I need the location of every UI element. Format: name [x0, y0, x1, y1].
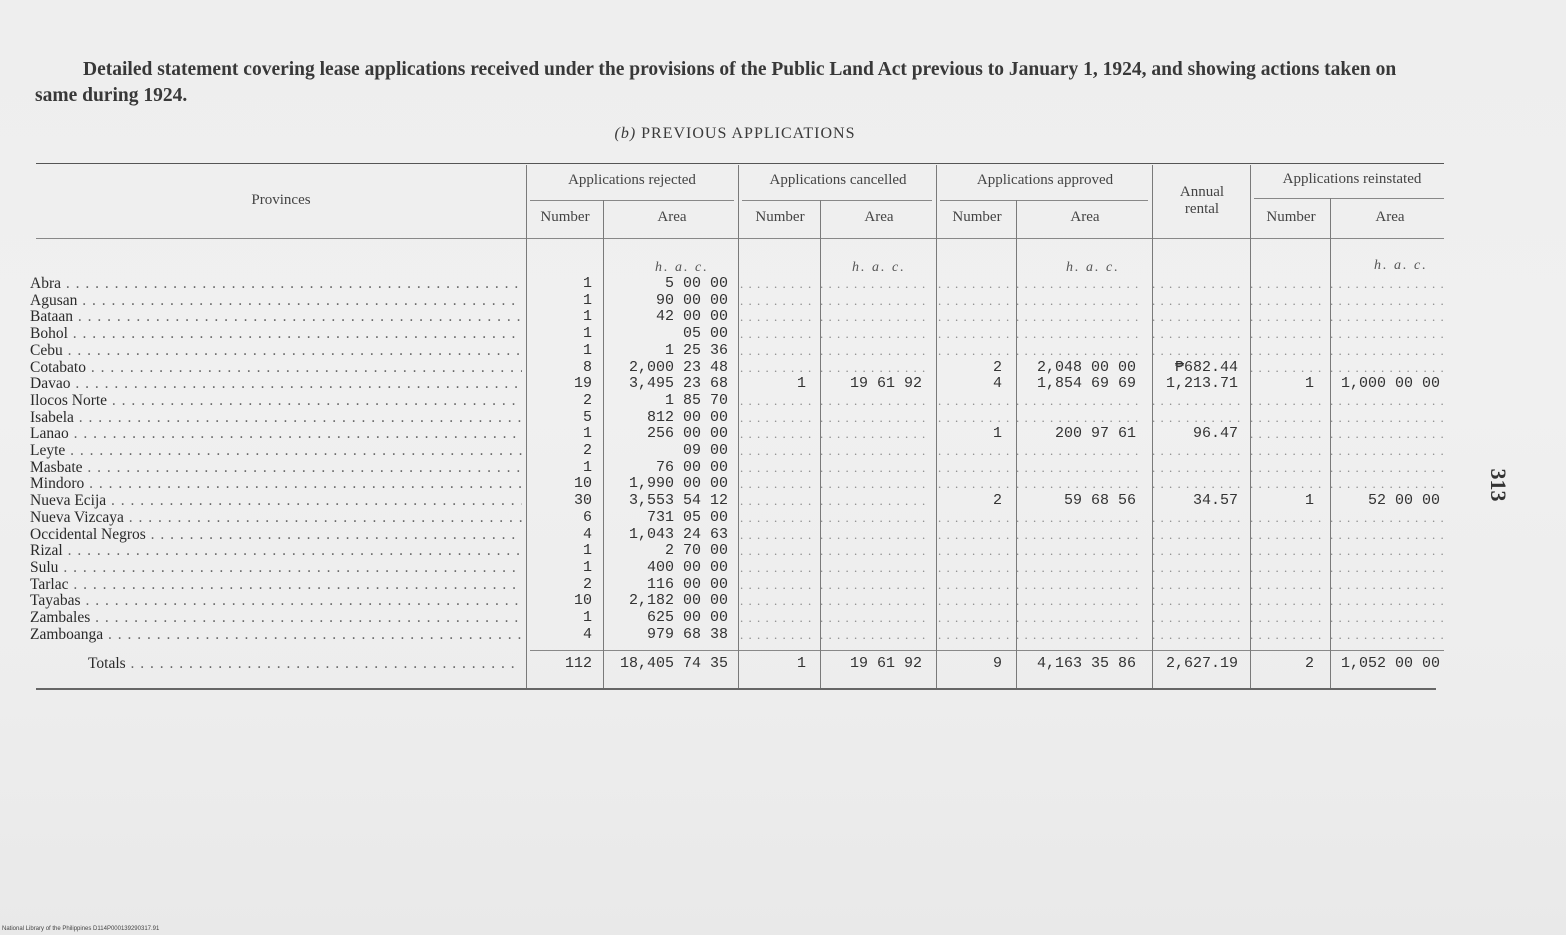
leader-dots — [1330, 309, 1448, 325]
leader-dots — [820, 610, 930, 626]
leader-dots — [938, 309, 1010, 325]
leader-dots — [1330, 627, 1448, 643]
leader-dots — [820, 560, 930, 576]
leader-dots — [1250, 426, 1322, 442]
group-rule-reinstated — [1254, 198, 1444, 199]
leader-dots — [1016, 343, 1144, 359]
province-name: Tayabas — [30, 593, 81, 609]
table-row-province — [30, 560, 522, 576]
header-cancelled-area: Area — [864, 209, 894, 225]
leader-dots — [1016, 460, 1144, 476]
leader-dots — [1016, 476, 1144, 492]
unit-label-reinstated: h. a. c. — [1374, 258, 1428, 273]
province-name: Mindoro — [30, 476, 85, 492]
leader-dots — [740, 293, 814, 309]
leader-dots — [740, 343, 814, 359]
totals-annual-rental: 2,627.19 — [1165, 655, 1238, 672]
leader-dots — [1152, 293, 1246, 309]
leader-dots — [740, 627, 814, 643]
leader-dots — [1250, 276, 1322, 292]
leader-dots — [938, 343, 1010, 359]
cell-app-area: 1,854 69 69 — [1036, 375, 1136, 392]
province-name: Zambales — [30, 610, 91, 626]
table-row-province — [30, 276, 522, 292]
leader-dots — [938, 443, 1010, 459]
table-top-rule — [36, 163, 1444, 164]
leader-dots — [1016, 293, 1144, 309]
cell-rej-num: 8 — [582, 359, 592, 376]
leader-dots — [1250, 527, 1322, 543]
leader-dots — [1250, 543, 1322, 559]
leader-dots — [938, 593, 1010, 609]
leader-dots — [1330, 560, 1448, 576]
table-row-province — [30, 543, 522, 559]
leader-dots — [820, 410, 930, 426]
leader-dots — [1016, 276, 1144, 292]
totals-cancelled-number: 1 — [796, 655, 806, 672]
leader-dots — [1250, 309, 1322, 325]
table-row-province — [30, 476, 522, 492]
leader-dots — [740, 326, 814, 342]
leader-dots — [820, 426, 930, 442]
cell-rej-area: 731 05 00 — [646, 509, 728, 526]
table-row-province — [30, 326, 522, 342]
cell-rej-num: 1 — [582, 275, 592, 292]
province-name: Nueva Vizcaya — [30, 510, 124, 526]
province-name: Sulu — [30, 560, 59, 576]
province-name: Lanao — [30, 426, 69, 442]
leader-dots — [820, 593, 930, 609]
leader-dots — [820, 476, 930, 492]
header-rejected: Applications rejected — [568, 172, 696, 188]
totals-reinstated-area: 1,052 00 00 — [1340, 655, 1440, 672]
leader-dots — [1330, 360, 1448, 376]
cell-rei-area: 52 00 00 — [1367, 492, 1440, 509]
table-row-province — [30, 360, 522, 376]
leader-dots — [1250, 293, 1322, 309]
leader-dots — [1250, 410, 1322, 426]
table-row-province — [30, 426, 522, 442]
header-provinces: Provinces — [251, 192, 311, 208]
leader-dots — [1016, 393, 1144, 409]
cell-rej-area: 5 00 00 — [664, 275, 728, 292]
leader-dots — [820, 460, 930, 476]
cell-rej-area: 09 00 — [682, 442, 728, 459]
leader-dots — [740, 426, 814, 442]
province-name: Rizal — [30, 543, 63, 559]
leader-dots — [1330, 510, 1448, 526]
province-name: Isabela — [30, 410, 74, 426]
header-reinstated: Applications reinstated — [1282, 171, 1422, 187]
cell-rej-num: 1 — [582, 325, 592, 342]
cell-rei-num: 1 — [1304, 375, 1314, 392]
leader-dots — [740, 443, 814, 459]
table-row-province — [30, 527, 522, 543]
province-name: Nueva Ecija — [30, 493, 107, 509]
table-row-province — [30, 293, 522, 309]
leader-dots — [1330, 610, 1448, 626]
intro-paragraph: Detailed statement covering lease applications received under the provisions of the Public Land Act previous to January 1, 1924, and showing actions taken on same during 1924. — [35, 59, 1397, 106]
cell-rej-num: 4 — [582, 526, 592, 543]
cell-app-area: 59 68 56 — [1063, 492, 1136, 509]
leader-dots — [740, 460, 814, 476]
leader-dots — [1330, 393, 1448, 409]
unit-label-rejected: h. a. c. — [655, 260, 709, 275]
leader-dots — [1330, 593, 1448, 609]
totals-label-text: Totals — [88, 656, 126, 672]
leader-dots — [820, 326, 930, 342]
table-row-province — [30, 627, 522, 643]
leader-dots — [1250, 577, 1322, 593]
cell-rej-area: 42 00 00 — [655, 308, 728, 325]
cell-rej-area: 2,182 00 00 — [628, 592, 728, 609]
totals-cancelled-area: 19 61 92 — [849, 655, 922, 672]
header-reinstated-area: Area — [1375, 209, 1405, 225]
cell-rej-num: 5 — [582, 409, 592, 426]
leader-dots — [1250, 326, 1322, 342]
province-name: Bohol — [30, 326, 68, 342]
leader-dots — [938, 276, 1010, 292]
table-row-province — [30, 376, 522, 392]
leader-dots — [820, 293, 930, 309]
cell-rej-num: 1 — [582, 542, 592, 559]
leader-dots — [938, 293, 1010, 309]
table-bottom-rule — [36, 688, 1436, 690]
leader-dots — [1016, 309, 1144, 325]
leader-dots — [1330, 527, 1448, 543]
leader-dots — [740, 410, 814, 426]
cell-rej-area: 3,495 23 68 — [628, 375, 728, 392]
header-cancelled: Applications cancelled — [769, 172, 907, 188]
col-divider — [603, 200, 604, 688]
province-name: Bataan — [30, 309, 74, 325]
cell-rej-num: 30 — [573, 492, 592, 509]
table-row-province — [30, 393, 522, 409]
leader-dots — [1152, 593, 1246, 609]
leader-dots — [820, 493, 930, 509]
leader-dots — [740, 493, 814, 509]
leader-dots — [1330, 577, 1448, 593]
leader-dots — [1016, 443, 1144, 459]
leader-dots — [938, 476, 1010, 492]
leader-dots — [1152, 460, 1246, 476]
leader-dots — [820, 393, 930, 409]
leader-dots — [1016, 593, 1144, 609]
province-name: Zamboanga — [30, 627, 104, 643]
cell-rej-num: 1 — [582, 425, 592, 442]
totals-approved-number: 9 — [992, 655, 1002, 672]
cell-rej-area: 625 00 00 — [646, 609, 728, 626]
province-name: Cotabato — [30, 360, 86, 376]
page-number: 313 — [1486, 468, 1511, 502]
cell-rej-num: 6 — [582, 509, 592, 526]
cell-app-num: 1 — [992, 425, 1002, 442]
province-name: Ilocos Norte — [30, 393, 108, 409]
col-divider — [936, 165, 937, 688]
leader-dots — [820, 527, 930, 543]
leader-dots — [938, 543, 1010, 559]
leader-dots — [1016, 560, 1144, 576]
cell-rej-area: 2 70 00 — [664, 542, 728, 559]
group-rule-approved — [940, 200, 1148, 201]
leader-dots — [1152, 527, 1246, 543]
province-name: Masbate — [30, 460, 83, 476]
cell-rej-area: 256 00 00 — [646, 425, 728, 442]
leader-dots — [1250, 443, 1322, 459]
leader-dots — [938, 460, 1010, 476]
leader-dots — [1152, 560, 1246, 576]
cell-rej-num: 2 — [582, 442, 592, 459]
leader-dots — [938, 560, 1010, 576]
leader-dots — [1152, 577, 1246, 593]
col-divider — [526, 165, 527, 688]
subtitle-text: PREVIOUS APPLICATIONS — [636, 125, 856, 142]
leader-dots — [1250, 360, 1322, 376]
leader-dots — [740, 360, 814, 376]
header-cancelled-number: Number — [755, 209, 805, 225]
cell-rei-area: 1,000 00 00 — [1340, 375, 1440, 392]
col-divider — [738, 165, 739, 688]
leader-dots — [1152, 276, 1246, 292]
leader-dots — [740, 393, 814, 409]
leader-dots — [820, 577, 930, 593]
leader-dots — [1152, 476, 1246, 492]
leader-dots — [1250, 610, 1322, 626]
leader-dots — [740, 593, 814, 609]
leader-dots — [740, 543, 814, 559]
table-row-province — [30, 460, 522, 476]
cell-app-area: 2,048 00 00 — [1036, 359, 1136, 376]
leader-dots — [820, 627, 930, 643]
cell-rej-area: 979 68 38 — [646, 626, 728, 643]
leader-dots — [1152, 543, 1246, 559]
group-rule-rejected — [530, 200, 734, 201]
cell-rej-num: 1 — [582, 308, 592, 325]
header-approved: Applications approved — [976, 172, 1114, 188]
leader-dots — [1250, 627, 1322, 643]
cell-rej-num: 19 — [573, 375, 592, 392]
leader-dots — [938, 577, 1010, 593]
subtitle-letter: (b) — [614, 125, 637, 142]
header-reinstated-number: Number — [1266, 209, 1316, 225]
leader-dots — [820, 543, 930, 559]
cell-rej-num: 4 — [582, 626, 592, 643]
header-rejected-area: Area — [657, 209, 687, 225]
unit-label-approved: h. a. c. — [1066, 260, 1120, 275]
leader-dots — [938, 610, 1010, 626]
leader-dots — [1152, 443, 1246, 459]
leader-dots — [1016, 410, 1144, 426]
totals-approved-area: 4,163 35 86 — [1036, 655, 1136, 672]
cell-rej-area: 812 00 00 — [646, 409, 728, 426]
leader-dots — [740, 510, 814, 526]
leader-dots — [740, 560, 814, 576]
leader-dots — [1152, 393, 1246, 409]
cell-rej-num: 10 — [573, 475, 592, 492]
cell-can-num: 1 — [796, 375, 806, 392]
leader-dots — [938, 410, 1010, 426]
cell-rej-area: 90 00 00 — [655, 292, 728, 309]
cell-rej-num: 1 — [582, 609, 592, 626]
leader-dots — [740, 309, 814, 325]
leader-dots — [740, 476, 814, 492]
header-annual: Annual — [1179, 184, 1225, 200]
province-name: Tarlac — [30, 577, 69, 593]
cell-rej-area: 1,990 00 00 — [628, 475, 728, 492]
cell-rental: 34.57 — [1192, 492, 1238, 509]
leader-dots — [1330, 426, 1448, 442]
cell-app-area: 200 97 61 — [1054, 425, 1136, 442]
cell-rej-area: 2,000 23 48 — [628, 359, 728, 376]
cell-rej-num: 1 — [582, 342, 592, 359]
leader-dots — [820, 276, 930, 292]
cell-rej-num: 10 — [573, 592, 592, 609]
cell-rej-area: 1 25 36 — [664, 342, 728, 359]
cell-app-num: 2 — [992, 359, 1002, 376]
province-name: Agusan — [30, 293, 78, 309]
totals-reinstated-number: 2 — [1304, 655, 1314, 672]
cell-rej-num: 1 — [582, 292, 592, 309]
leader-dots — [1250, 593, 1322, 609]
leader-dots — [1016, 627, 1144, 643]
leader-dots — [1330, 443, 1448, 459]
leader-dots — [820, 510, 930, 526]
cell-rej-area: 1,043 24 63 — [628, 526, 728, 543]
cell-rej-area: 1 85 70 — [664, 392, 728, 409]
leader-dots — [740, 610, 814, 626]
table-row-province — [30, 577, 522, 593]
leader-dots — [1330, 326, 1448, 342]
leader-dots — [1330, 460, 1448, 476]
table-subtitle — [0, 125, 1470, 143]
table-row-province — [30, 309, 522, 325]
cell-rej-area: 76 00 00 — [655, 459, 728, 476]
leader-dots — [1016, 326, 1144, 342]
leader-dots — [1330, 293, 1448, 309]
leader-dots — [1330, 276, 1448, 292]
leader-dots — [1250, 560, 1322, 576]
leader-dots — [740, 577, 814, 593]
leader-dots — [1152, 309, 1246, 325]
cell-app-num: 2 — [992, 492, 1002, 509]
leader-dots — [938, 326, 1010, 342]
leader-dots — [1152, 610, 1246, 626]
leader-dots — [1016, 527, 1144, 543]
province-name: Abra — [30, 276, 61, 292]
leader-dots — [1016, 510, 1144, 526]
table-row-province — [30, 443, 522, 459]
leader-dots — [1016, 610, 1144, 626]
leader-dots — [820, 443, 930, 459]
leader-dots — [1152, 627, 1246, 643]
leader-dots — [1250, 393, 1322, 409]
header-approved-number: Number — [952, 209, 1002, 225]
province-name: Occidental Negros — [30, 527, 146, 543]
leader-dots — [1250, 460, 1322, 476]
leader-dots — [1016, 577, 1144, 593]
cell-rental: ₱682.44 — [1174, 359, 1238, 376]
leader-dots — [820, 360, 930, 376]
leader-dots — [1152, 410, 1246, 426]
leader-dots — [1152, 510, 1246, 526]
leader-dots — [1330, 476, 1448, 492]
leader-dots — [1016, 543, 1144, 559]
header-bottom-rule — [36, 238, 1444, 239]
leader-dots — [740, 527, 814, 543]
cell-rej-area: 400 00 00 — [646, 559, 728, 576]
cell-app-num: 4 — [992, 375, 1002, 392]
leader-dots — [1152, 326, 1246, 342]
header-rental: rental — [1184, 201, 1220, 217]
leader-dots — [938, 627, 1010, 643]
table-row-province — [30, 493, 522, 509]
bleed-through-text — [90, 845, 1430, 865]
province-name: Cebu — [30, 343, 63, 359]
cell-rej-area: 3,553 54 12 — [628, 492, 728, 509]
table-row-province — [30, 510, 522, 526]
cell-rej-num: 2 — [582, 392, 592, 409]
header-rejected-number: Number — [540, 209, 590, 225]
cell-rej-area: 116 00 00 — [646, 576, 728, 593]
unit-label-cancelled: h. a. c. — [852, 260, 906, 275]
leader-dots — [1330, 410, 1448, 426]
table-row-province — [30, 343, 522, 359]
leader-dots — [740, 276, 814, 292]
leader-dots — [820, 309, 930, 325]
cell-rej-num: 1 — [582, 559, 592, 576]
cell-rej-num: 1 — [582, 459, 592, 476]
library-footer: National Library of the Philippines D114P000139290317.91 — [2, 926, 160, 932]
cell-rental: 1,213.71 — [1165, 375, 1238, 392]
leader-dots — [938, 527, 1010, 543]
cell-rej-num: 2 — [582, 576, 592, 593]
cell-can-area: 19 61 92 — [849, 375, 922, 392]
header-approved-area: Area — [1070, 209, 1100, 225]
group-rule-cancelled — [742, 200, 932, 201]
totals-rejected-number: 112 — [564, 655, 592, 672]
table-row-province — [30, 410, 522, 426]
leader-dots — [820, 343, 930, 359]
province-name: Leyte — [30, 443, 66, 459]
province-name: Davao — [30, 376, 71, 392]
table-row-province — [30, 610, 522, 626]
cell-rei-num: 1 — [1304, 492, 1314, 509]
cell-rental: 96.47 — [1192, 425, 1238, 442]
totals-top-rule — [530, 650, 1444, 651]
leader-dots — [938, 393, 1010, 409]
cell-rej-area: 05 00 — [682, 325, 728, 342]
leader-dots — [1250, 476, 1322, 492]
table-row-province — [30, 593, 522, 609]
leader-dots — [1330, 543, 1448, 559]
leader-dots — [1152, 343, 1246, 359]
leader-dots — [1330, 343, 1448, 359]
totals-label — [88, 656, 520, 672]
leader-dots — [1250, 343, 1322, 359]
leader-dots — [1250, 510, 1322, 526]
leader-dots — [938, 510, 1010, 526]
totals-rejected-area: 18,405 74 35 — [619, 655, 728, 672]
